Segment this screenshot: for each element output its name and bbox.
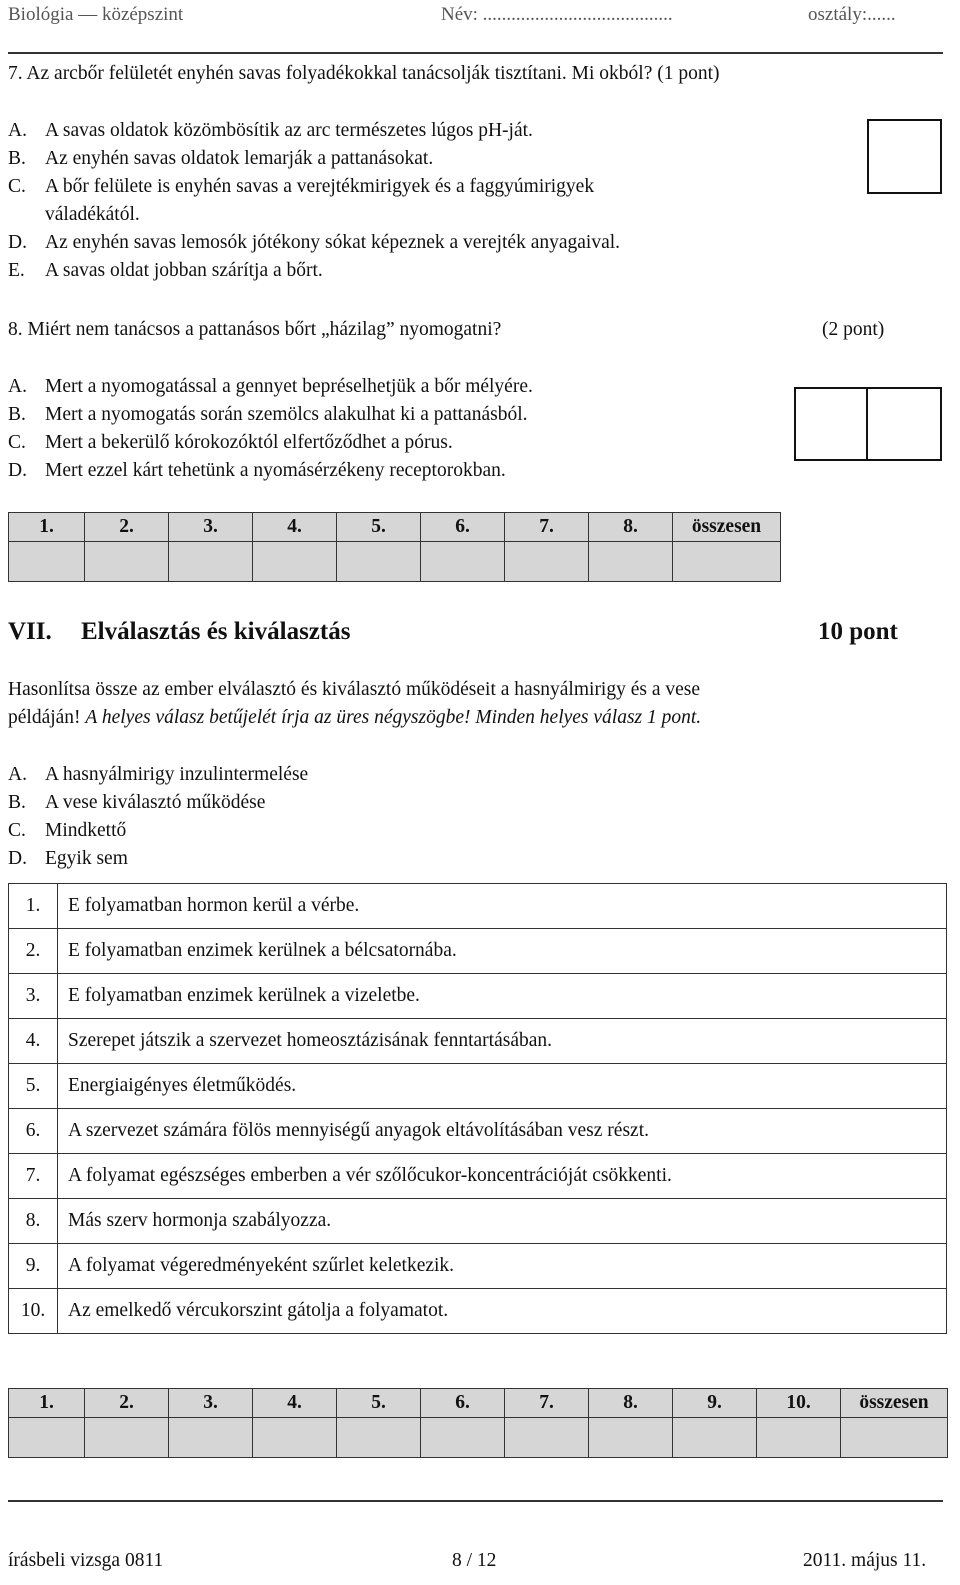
score-header-cell: 8. [589,513,673,542]
option-letter: E. [8,260,25,281]
score-table-2-header-row [9,1389,948,1418]
option-text: Mert a nyomogatással a gennyet bepréselhetjük a bőr mélyére. [45,376,533,397]
score-header-cell: 1. [9,513,85,542]
statement-text: Az emelkedő vércukorszint gátolja a folyamatot. [58,1289,947,1334]
score-entry-cell[interactable] [589,542,673,582]
footer-page-number: 8 / 12 [452,1550,497,1571]
table-row [9,1154,947,1199]
option-text: A hasnyálmirigy inzulintermelése [45,764,309,785]
q7-option-b [8,148,434,169]
statement-number: 4. [9,1019,58,1064]
q8-option-b [8,404,528,425]
score-entry-cell[interactable] [673,542,781,582]
option-letter: B. [8,148,26,169]
q8-option-d [8,460,506,481]
score-header-cell: 7. [505,513,589,542]
section-option-d [8,848,128,869]
option-text: Mert a bekerülő kórokozóktól elfertőződhet a pórus. [45,432,453,453]
option-letter: D. [8,460,27,481]
score-entry-cell[interactable] [337,542,421,582]
score-entry-cell[interactable] [757,1418,841,1458]
score-header-cell: 4. [253,513,337,542]
option-text: A bőr felülete is enyhén savas a verejtékmirigyek és a faggyúmirigyek [45,176,595,197]
statement-text: E folyamatban hormon kerül a vérbe. [58,884,947,929]
table-row [9,974,947,1019]
q7-option-a [8,120,533,141]
q8-points: (2 pont) [822,319,885,340]
option-letter: D. [8,848,27,869]
score-header-cell: 9. [673,1389,757,1418]
score-header-cell: 5. [337,1389,421,1418]
score-header-cell: 7. [505,1389,589,1418]
score-header-cell: 2. [85,1389,169,1418]
q7-answer-box[interactable] [867,119,942,194]
section-points: 10 pont [818,618,898,645]
score-entry-cell[interactable] [421,542,505,582]
statement-number: 6. [9,1109,58,1154]
table-row [9,1199,947,1244]
q7-option-c [8,176,595,197]
option-letter: C. [8,432,26,453]
score-entry-cell[interactable] [85,542,169,582]
score-header-cell: 5. [337,513,421,542]
score-table-1-entry-row [9,542,781,582]
statement-number: 3. [9,974,58,1019]
q8-option-c [8,432,453,453]
q7-question: 7. Az arcbőr felületét enyhén savas folyadékokkal tanácsolják tisztítani. Mi okból? (1 pont) [8,63,720,84]
option-text: A vese kiválasztó működése [45,792,266,813]
option-letter: A. [8,764,27,785]
score-header-cell: 6. [421,513,505,542]
option-letter: C. [8,176,26,197]
score-entry-cell[interactable] [253,1418,337,1458]
statement-number: 9. [9,1244,58,1289]
score-header-cell: 1. [9,1389,85,1418]
option-letter: B. [8,792,26,813]
q7-option-e [8,260,323,281]
section-intro-line2 [8,708,701,728]
statement-number: 10. [9,1289,58,1334]
statement-number: 7. [9,1154,58,1199]
score-table-1 [8,512,781,582]
table-row [9,1109,947,1154]
option-text: Az enyhén savas oldatok lemarják a pattanásokat. [45,148,434,169]
option-letter: D. [8,232,27,253]
score-entry-cell[interactable] [673,1418,757,1458]
section-intro-plain: példáján! [8,707,86,728]
section-option-c [8,820,127,841]
score-header-cell: összesen [673,513,781,542]
statement-text: A folyamat egészséges emberben a vér szőlőcukor-koncentrációját csökkenti. [58,1154,947,1199]
option-text: Mindkettő [45,820,127,841]
option-text: váladékától. [45,204,140,225]
score-header-cell: 6. [421,1389,505,1418]
score-table-2-entry-row [9,1418,948,1458]
header-subject: Biológia — középszint [8,4,184,25]
section-intro-line1: Hasonlítsa össze az ember elválasztó és kiválasztó működéseit a hasnyálmirigy és a vese [8,679,701,700]
score-entry-cell[interactable] [505,1418,589,1458]
statement-text: E folyamatban enzimek kerülnek a bélcsatornába. [58,929,947,974]
statement-text: A szervezet számára fölös mennyiségű anyagok eltávolításában vesz részt. [58,1109,947,1154]
statement-number: 8. [9,1199,58,1244]
section-intro-italic: A helyes válasz betűjelét írja az üres négyszögbe! Minden helyes válasz 1 pont. [85,707,702,728]
section-title: Elválasztás és kiválasztás [81,618,351,645]
table-row [9,1064,947,1109]
score-entry-cell[interactable] [841,1418,948,1458]
score-entry-cell[interactable] [9,542,85,582]
q8-answer-box-2[interactable] [866,387,942,461]
score-header-cell: 3. [169,1389,253,1418]
score-table-1-header-row [9,513,781,542]
footer-divider [8,1500,943,1502]
score-header-cell: 2. [85,513,169,542]
score-header-cell: összesen [841,1389,948,1418]
section-option-a [8,764,309,785]
q8-question: 8. Miért nem tanácsos a pattanásos bőrt „házilag” nyomogatni? [8,319,502,340]
table-row [9,884,947,929]
q8-option-a [8,376,533,397]
table-row [9,1289,947,1334]
score-entry-cell[interactable] [337,1418,421,1458]
score-header-cell: 3. [169,513,253,542]
statement-number: 1. [9,884,58,929]
score-entry-cell[interactable] [9,1418,85,1458]
table-row [9,929,947,974]
score-entry-cell[interactable] [85,1418,169,1458]
score-entry-cell[interactable] [589,1418,673,1458]
option-text: A savas oldat jobban szárítja a bőrt. [45,260,323,281]
option-letter: A. [8,376,27,397]
option-letter: C. [8,820,26,841]
statement-text: Más szerv hormonja szabályozza. [58,1199,947,1244]
score-header-cell: 4. [253,1389,337,1418]
option-text: Egyik sem [45,848,128,869]
score-entry-cell[interactable] [421,1418,505,1458]
statements-table [8,883,947,1334]
section-option-b [8,792,266,813]
score-header-cell: 8. [589,1389,673,1418]
option-text: Mert a nyomogatás során szemölcs alakulhat ki a pattanásból. [45,404,528,425]
score-entry-cell[interactable] [253,542,337,582]
option-text: A savas oldatok közömbösítik az arc természetes lúgos pH-ját. [45,120,533,141]
statement-text: Energiaigényes életműködés. [58,1064,947,1109]
option-letter: A. [8,120,27,141]
option-letter: B. [8,404,26,425]
statement-number: 5. [9,1064,58,1109]
header-divider [8,52,943,54]
score-header-cell: 10. [757,1389,841,1418]
table-row [9,1244,947,1289]
footer-exam-code: írásbeli vizsga 0811 [8,1550,164,1571]
score-entry-cell[interactable] [505,542,589,582]
score-table-2 [8,1388,948,1458]
q8-answer-box-1[interactable] [794,387,868,461]
statement-text: A folyamat végeredményeként szűrlet keletkezik. [58,1244,947,1289]
statement-text: Szerepet játszik a szervezet homeosztázisának fenntartásában. [58,1019,947,1064]
section-number: VII. [8,618,52,645]
header-class-label: osztály:...... [808,4,896,25]
footer-date: 2011. május 11. [803,1550,927,1571]
score-entry-cell[interactable] [169,1418,253,1458]
q7-option-d [8,232,621,253]
score-entry-cell[interactable] [169,542,253,582]
table-row [9,1019,947,1064]
statement-number: 2. [9,929,58,974]
option-text: Az enyhén savas lemosók jótékony sókat képeznek a verejték anyagaival. [45,232,621,253]
header-name-label: Név: ........................................ [441,4,673,25]
option-text: Mert ezzel kárt tehetünk a nyomásérzékeny receptorokban. [45,460,506,481]
statement-text: E folyamatban enzimek kerülnek a vizeletbe. [58,974,947,1019]
